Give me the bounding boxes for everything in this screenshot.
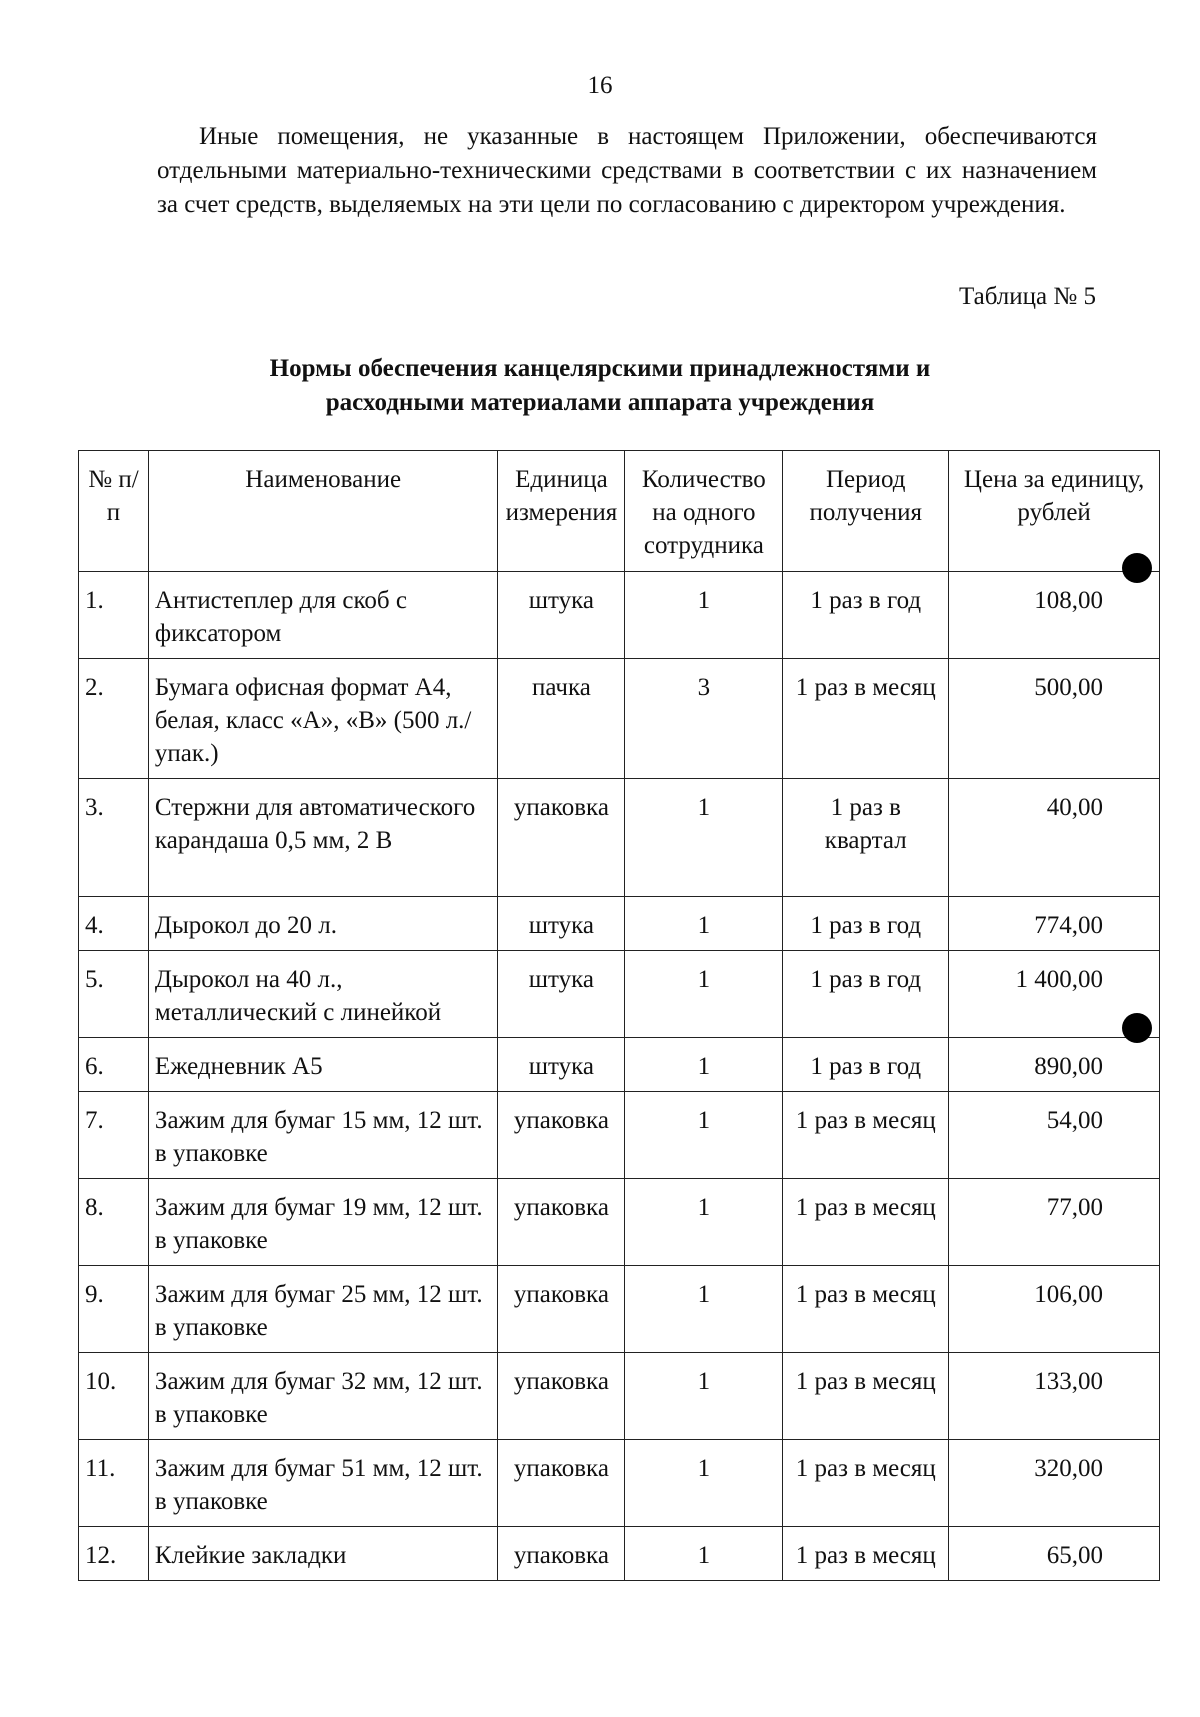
cell-qty: 1 [625, 897, 783, 951]
cell-price: 77,00 [949, 1179, 1160, 1266]
cell-num: 7. [79, 1092, 149, 1179]
cell-period: 1 раз в год [783, 572, 949, 659]
cell-name: Стержни для автоматического карандаша 0,5 мм, 2 В [148, 779, 498, 897]
header-period: Период получения [783, 451, 949, 572]
cell-price: 108,00 [949, 572, 1160, 659]
cell-period: 1 раз в месяц [783, 1266, 949, 1353]
cell-unit: упаковка [498, 1440, 625, 1527]
header-qty: Количество на одного сотрудника [625, 451, 783, 572]
cell-unit: пачка [498, 659, 625, 779]
cell-price: 500,00 [949, 659, 1160, 779]
cell-unit: штука [498, 951, 625, 1038]
table-row [79, 1353, 1160, 1440]
cell-unit: упаковка [498, 1266, 625, 1353]
table-row [79, 1266, 1160, 1353]
cell-period: 1 раз в месяц [783, 659, 949, 779]
cell-num: 8. [79, 1179, 149, 1266]
cell-qty: 1 [625, 1266, 783, 1353]
page-number: 16 [587, 72, 613, 99]
header-num: № п/п [79, 451, 149, 572]
table-row [79, 951, 1160, 1038]
cell-num: 3. [79, 779, 149, 897]
table-row [79, 572, 1160, 659]
cell-unit: упаковка [498, 779, 625, 897]
cell-price: 54,00 [949, 1092, 1160, 1179]
cell-price: 40,00 [949, 779, 1160, 897]
table-row [79, 1092, 1160, 1179]
header-unit: Единица измерения [498, 451, 625, 572]
cell-num: 12. [79, 1527, 149, 1581]
table-row [79, 1038, 1160, 1092]
cell-name: Антистеплер для скоб с фиксатором [148, 572, 498, 659]
cell-name: Зажим для бумаг 51 мм, 12 шт. в упаковке [148, 1440, 498, 1527]
cell-unit: штука [498, 897, 625, 951]
cell-qty: 1 [625, 951, 783, 1038]
punch-hole-mark [1122, 1013, 1152, 1043]
cell-period: 1 раз в год [783, 897, 949, 951]
cell-name: Дырокол на 40 л., металлический с линейкой [148, 951, 498, 1038]
cell-period: 1 раз в год [783, 951, 949, 1038]
cell-num: 6. [79, 1038, 149, 1092]
table-row [79, 1440, 1160, 1527]
cell-num: 4. [79, 897, 149, 951]
cell-qty: 1 [625, 1353, 783, 1440]
cell-name: Ежедневник А5 [148, 1038, 498, 1092]
cell-num: 10. [79, 1353, 149, 1440]
cell-period: 1 раз в месяц [783, 1092, 949, 1179]
intro-paragraph: Иные помещения, не указанные в настоящем Приложении, обеспечиваются отдельными материально-техническими средствами в соответствии с их назначением за счет средств, выделяемых на эти цели по согласованию с директором учреждения. [157, 123, 1097, 218]
table-caption: Таблица № 5 [958, 283, 1096, 310]
cell-price: 774,00 [949, 897, 1160, 951]
cell-qty: 1 [625, 572, 783, 659]
cell-qty: 1 [625, 1092, 783, 1179]
cell-period: 1 раз в квартал [783, 779, 949, 897]
cell-period: 1 раз в месяц [783, 1527, 949, 1581]
cell-unit: штука [498, 572, 625, 659]
cell-qty: 1 [625, 1440, 783, 1527]
cell-name: Дырокол до 20 л. [148, 897, 498, 951]
cell-price: 133,00 [949, 1353, 1160, 1440]
cell-name: Зажим для бумаг 25 мм, 12 шт. в упаковке [148, 1266, 498, 1353]
cell-price: 106,00 [949, 1266, 1160, 1353]
table-row [79, 897, 1160, 951]
cell-unit: упаковка [498, 1092, 625, 1179]
header-price: Цена за единицу, рублей [949, 451, 1160, 572]
cell-name: Зажим для бумаг 32 мм, 12 шт. в упаковке [148, 1353, 498, 1440]
table-row [79, 659, 1160, 779]
table-title-line-2: расходными материалами аппарата учреждения [325, 389, 875, 416]
norms-table [78, 450, 1160, 1581]
cell-num: 5. [79, 951, 149, 1038]
cell-name: Зажим для бумаг 19 мм, 12 шт. в упаковке [148, 1179, 498, 1266]
cell-qty: 1 [625, 779, 783, 897]
cell-qty: 1 [625, 1527, 783, 1581]
punch-hole-mark [1122, 553, 1152, 583]
cell-name: Бумага офисная формат А4, белая, класс «А», «В» (500 л./упак.) [148, 659, 498, 779]
cell-name: Зажим для бумаг 15 мм, 12 шт. в упаковке [148, 1092, 498, 1179]
cell-price: 320,00 [949, 1440, 1160, 1527]
cell-price: 1 400,00 [949, 951, 1160, 1038]
cell-qty: 3 [625, 659, 783, 779]
cell-unit: упаковка [498, 1353, 625, 1440]
header-name: Наименование [148, 451, 498, 572]
cell-period: 1 раз в год [783, 1038, 949, 1092]
cell-period: 1 раз в месяц [783, 1179, 949, 1266]
cell-num: 1. [79, 572, 149, 659]
cell-price: 65,00 [949, 1527, 1160, 1581]
cell-period: 1 раз в месяц [783, 1353, 949, 1440]
cell-price: 890,00 [949, 1038, 1160, 1092]
table-row [79, 1179, 1160, 1266]
cell-unit: упаковка [498, 1179, 625, 1266]
table-row [79, 1527, 1160, 1581]
cell-num: 2. [79, 659, 149, 779]
cell-num: 9. [79, 1266, 149, 1353]
table-header-row [79, 451, 1160, 572]
table-title-line-1: Нормы обеспечения канцелярскими принадлежностями и [269, 355, 931, 382]
cell-name: Клейкие закладки [148, 1527, 498, 1581]
cell-unit: штука [498, 1038, 625, 1092]
cell-num: 11. [79, 1440, 149, 1527]
cell-period: 1 раз в месяц [783, 1440, 949, 1527]
table-title [0, 352, 1200, 420]
cell-qty: 1 [625, 1179, 783, 1266]
cell-qty: 1 [625, 1038, 783, 1092]
cell-unit: упаковка [498, 1527, 625, 1581]
table-row [79, 779, 1160, 897]
